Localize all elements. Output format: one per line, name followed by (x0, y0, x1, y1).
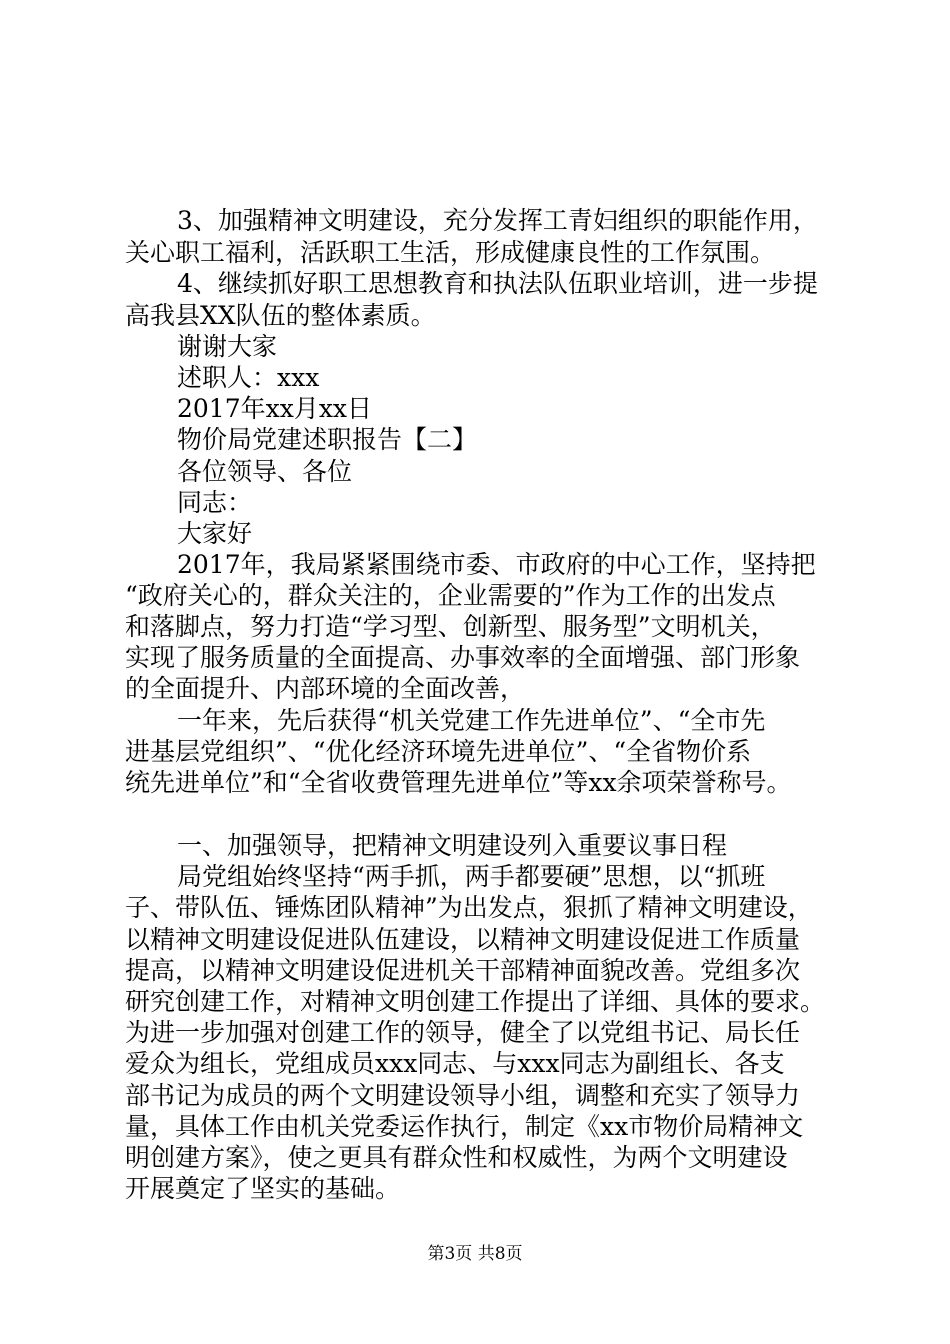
text-line: 的全面提升、内部环境的全面改善， (125, 674, 526, 703)
text-line: 开展奠定了坚实的基础。 (125, 1174, 401, 1203)
text-line: 3、加强精神文明建设，充分发挥工青妇组织的职能作用， (177, 206, 818, 235)
text-line: 2017年，我局紧紧围绕市委、市政府的中心工作，坚持把 (177, 550, 816, 579)
text-line: 实现了服务质量的全面提高、办事效率的全面增强、部门形象 (125, 643, 801, 672)
text-line: 一年来，先后获得“机关党建工作先进单位”、“全市先 (177, 706, 766, 735)
text-line: 提高，以精神文明建设促进机关干部精神面貌改善。党组多次 (125, 956, 801, 985)
text-line: 各位领导、各位 (177, 457, 353, 486)
text-line: “政府关心的，群众关注的，企业需要的”作为工作的出发点 (125, 581, 776, 610)
text-line: 研究创建工作，对精神文明创建工作提出了详细、具体的要求。 (125, 987, 826, 1016)
text-line: 为进一步加强对创建工作的领导，健全了以党组书记、局长任 (125, 1018, 801, 1047)
text-line: 子、带队伍、锤炼团队精神”为出发点，狠抓了精神文明建设， (125, 893, 813, 922)
text-line: 大家好 (177, 519, 253, 548)
section-heading: 一、加强领导，把精神文明建设列入重要议事日程 (177, 831, 728, 860)
text-line: 关心职工福利，活跃职工生活，形成健康良性的工作氛围。 (125, 238, 776, 267)
text-line: 进基层党组织”、“优化经济环境先进单位”、“全省物价系 (125, 737, 752, 766)
text-line: 量，具体工作由机关党委运作执行，制定《xx市物价局精神文 (125, 1112, 804, 1141)
text-line: 谢谢大家 (177, 332, 278, 361)
text-line: 部书记为成员的两个文明建设领导小组，调整和充实了领导力 (125, 1081, 801, 1110)
text-line: 统先进单位”和“全省收费管理先进单位”等xx余项荣誉称号。 (125, 768, 792, 797)
text-line: 以精神文明建设促进队伍建设，以精神文明建设促进工作质量 (125, 925, 801, 954)
page-number-footer: 第3页 共8页 (427, 1244, 523, 1264)
section-title: 物价局党建述职报告【二】 (177, 425, 478, 454)
text-line: 爱众为组长，党组成员xxx同志、与xxx同志为副组长、各支 (125, 1049, 785, 1078)
text-line: 局党组始终坚持“两手抓，两手都要硬”思想，以“抓班 (177, 862, 766, 891)
text-line: 明创建方案》，使之更具有群众性和权威性，为两个文明建设 (125, 1143, 788, 1172)
text-line: 和落脚点，努力打造“学习型、创新型、服务型”文明机关， (125, 612, 776, 641)
text-line: 述职人：xxx (177, 363, 320, 392)
text-line: 同志： (177, 488, 253, 517)
text-line: 4、继续抓好职工思想教育和执法队伍职业培训，进一步提 (177, 269, 818, 298)
date-line: 2017年xx月xx日 (177, 394, 373, 423)
text-line: 高我县XX队伍的整体素质。 (125, 301, 436, 330)
